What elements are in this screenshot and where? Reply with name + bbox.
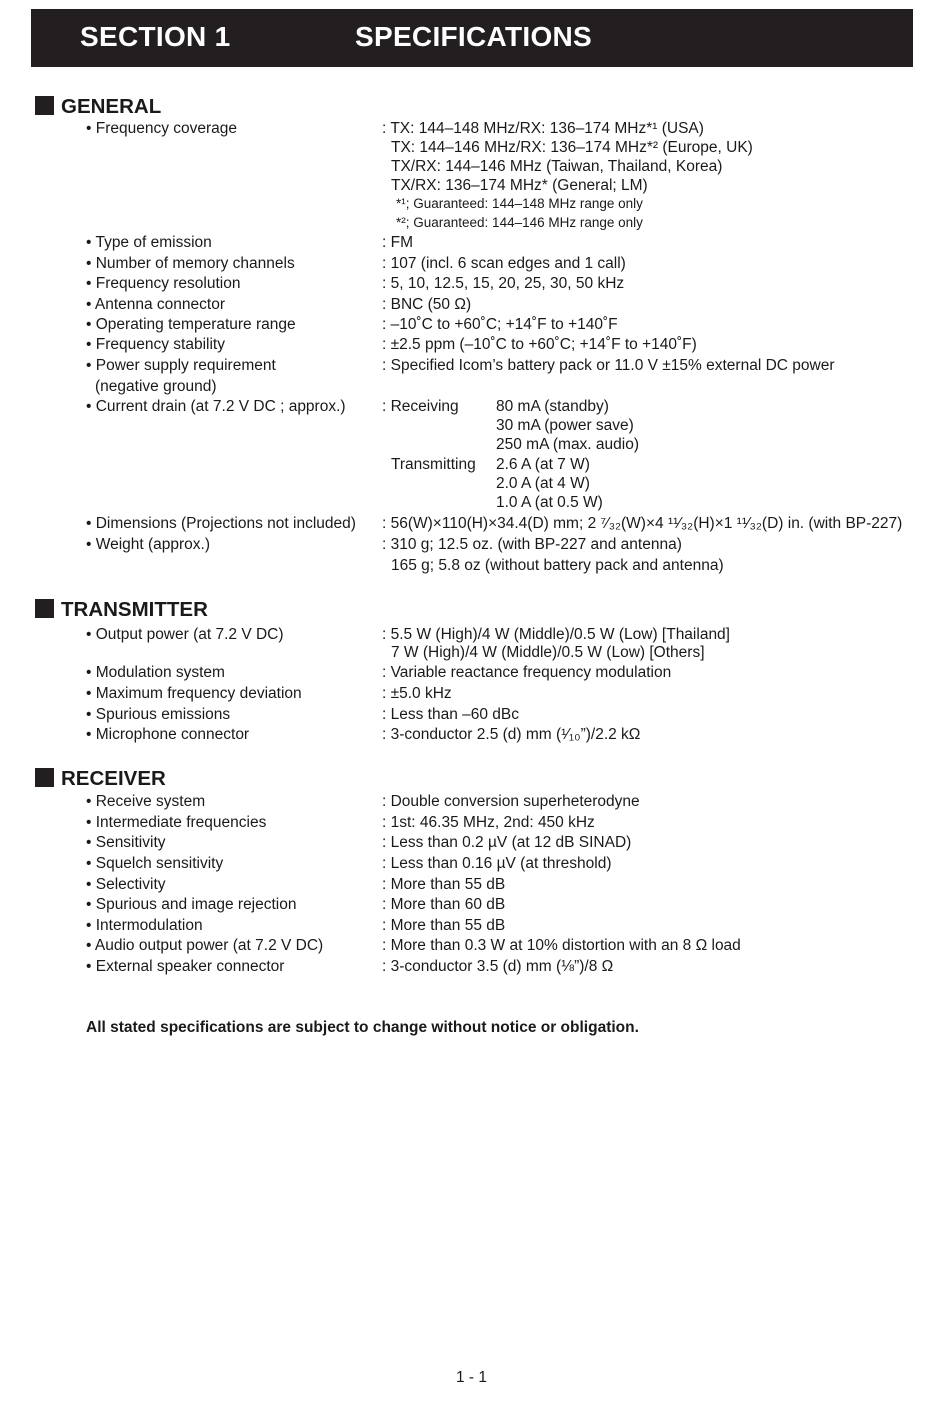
section-number: SECTION 1 — [80, 21, 231, 52]
spec-value: : Less than –60 dBc — [382, 706, 520, 723]
spec-value: : FM — [382, 234, 413, 251]
spec-label: • Frequency resolution — [86, 275, 241, 292]
spec-value: : More than 60 dB — [382, 896, 506, 913]
transmitter-heading — [35, 598, 208, 620]
general-heading — [35, 95, 161, 117]
spec-label: • Squelch sensitivity — [86, 855, 224, 872]
spec-label: • Sensitivity — [86, 834, 166, 851]
spec-value-frequency-line-3: TX/RX: 144–146 MHz (Taiwan, Thailand, Korea) — [391, 158, 723, 175]
spec-value: : ±5.0 kHz — [382, 685, 452, 702]
spec-value: : Double conversion superheterodyne — [382, 793, 640, 810]
spec-value: : 1st: 46.35 MHz, 2nd: 450 kHz — [382, 814, 595, 831]
spec-value: : 5, 10, 12.5, 15, 20, 25, 30, 50 kHz — [382, 275, 625, 292]
spec-value: : Less than 0.16 µV (at threshold) — [382, 855, 612, 872]
square-bullet-icon — [35, 599, 54, 618]
spec-label-output-power: • Output power (at 7.2 V DC) — [86, 626, 284, 643]
spec-label: • Maximum frequency deviation — [86, 685, 302, 702]
spec-value: 1.0 A (at 0.5 W) — [496, 494, 603, 511]
spec-sublabel-receiving: : Receiving — [382, 398, 459, 415]
spec-label: • Microphone connector — [86, 726, 250, 743]
spec-value-output-2: 7 W (High)/4 W (Middle)/0.5 W (Low) [Others] — [391, 644, 705, 661]
spec-label: • Operating temperature range — [86, 316, 296, 333]
spec-value: : More than 55 dB — [382, 876, 506, 893]
disclaimer-note: All stated specifications are subject to change without notice or obligation. — [86, 1019, 639, 1036]
spec-label: • Receive system — [86, 793, 206, 810]
transmitter-heading-text: TRANSMITTER — [61, 598, 208, 621]
spec-label-frequency-coverage: • Frequency coverage — [86, 120, 238, 137]
spec-value: 2.0 A (at 4 W) — [496, 475, 590, 492]
page-number: 1 - 1 — [456, 1369, 488, 1386]
spec-value: : 107 (incl. 6 scan edges and 1 call) — [382, 255, 626, 272]
spec-label: • Spurious emissions — [86, 706, 231, 723]
spec-label: • Selectivity — [86, 876, 166, 893]
spec-label-dimensions: • Dimensions (Projections not included) — [86, 515, 356, 532]
spec-value-frequency-line-4: TX/RX: 136–174 MHz* (General; LM) — [391, 177, 648, 194]
spec-label: • Modulation system — [86, 664, 225, 681]
spec-value: 80 mA (standby) — [496, 398, 609, 415]
spec-label-current-drain: • Current drain (at 7.2 V DC ; approx.) — [86, 398, 346, 415]
general-heading-text: GENERAL — [61, 95, 162, 118]
spec-value: : More than 0.3 W at 10% distortion with an 8 Ω load — [382, 937, 741, 954]
spec-value: 250 mA (max. audio) — [496, 436, 640, 453]
spec-value: 2.6 A (at 7 W) — [496, 456, 590, 473]
spec-value: : ±2.5 ppm (–10˚C to +60˚C; +14˚F to +140˚F) — [382, 336, 697, 353]
spec-value: : Specified Icom’s battery pack or 11.0 V ±15% external DC power — [382, 357, 835, 374]
spec-label: • Intermodulation — [86, 917, 203, 934]
spec-sublabel-transmitting: Transmitting — [391, 456, 476, 473]
spec-value: : BNC (50 Ω) — [382, 296, 472, 313]
spec-value: 30 mA (power save) — [496, 417, 634, 434]
spec-label: • External speaker connector — [86, 958, 285, 975]
spec-value-frequency-line-2: TX: 144–146 MHz/RX: 136–174 MHz*² (Europe, UK) — [391, 139, 753, 156]
spec-label-continued: (negative ground) — [95, 378, 217, 395]
spec-value-frequency-line-1: : TX: 144–148 MHz/RX: 136–174 MHz*¹ (USA) — [382, 120, 704, 137]
spec-label: • Intermediate frequencies — [86, 814, 267, 831]
spec-footnote-2: *²; Guaranteed: 144–146 MHz range only — [396, 215, 643, 230]
spec-value: : More than 55 dB — [382, 917, 506, 934]
spec-label: • Antenna connector — [86, 296, 226, 313]
spec-value: : 3-conductor 3.5 (d) mm (⅛”)/8 Ω — [382, 958, 614, 975]
spec-value-dimensions: : 56(W)×110(H)×34.4(D) mm; 2 ⁷⁄₃₂(W)×4 ¹¹⁄₃₂(H)×1 ¹¹⁄₃₂(D) in. (with BP-227) — [382, 515, 903, 532]
spec-label: • Type of emission — [86, 234, 212, 251]
spec-value: : Variable reactance frequency modulation — [382, 664, 672, 681]
spec-footnote-1: *¹; Guaranteed: 144–148 MHz range only — [396, 196, 643, 211]
spec-label: • Audio output power (at 7.2 V DC) — [86, 937, 324, 954]
spec-value-weight-2: 165 g; 5.8 oz (without battery pack and antenna) — [391, 557, 724, 574]
spec-label: • Power supply requirement — [86, 357, 276, 374]
page-title: SPECIFICATIONS — [355, 21, 593, 52]
spec-value: : Less than 0.2 µV (at 12 dB SINAD) — [382, 834, 632, 851]
spec-value: : 3-conductor 2.5 (d) mm (¹⁄₁₀”)/2.2 kΩ — [382, 726, 641, 743]
spec-label-weight: • Weight (approx.) — [86, 536, 211, 553]
spec-value-weight-1: : 310 g; 12.5 oz. (with BP-227 and antenna) — [382, 536, 682, 553]
spec-value: : –10˚C to +60˚C; +14˚F to +140˚F — [382, 316, 618, 333]
spec-label: • Number of memory channels — [86, 255, 295, 272]
square-bullet-icon — [35, 768, 54, 787]
receiver-heading-text: RECEIVER — [61, 767, 166, 790]
section-header-bar — [31, 9, 913, 67]
spec-label: • Frequency stability — [86, 336, 225, 353]
spec-value-output-1: : 5.5 W (High)/4 W (Middle)/0.5 W (Low) [Thailand] — [382, 626, 730, 643]
receiver-heading — [35, 767, 166, 789]
square-bullet-icon — [35, 96, 54, 115]
spec-label: • Spurious and image rejection — [86, 896, 297, 913]
